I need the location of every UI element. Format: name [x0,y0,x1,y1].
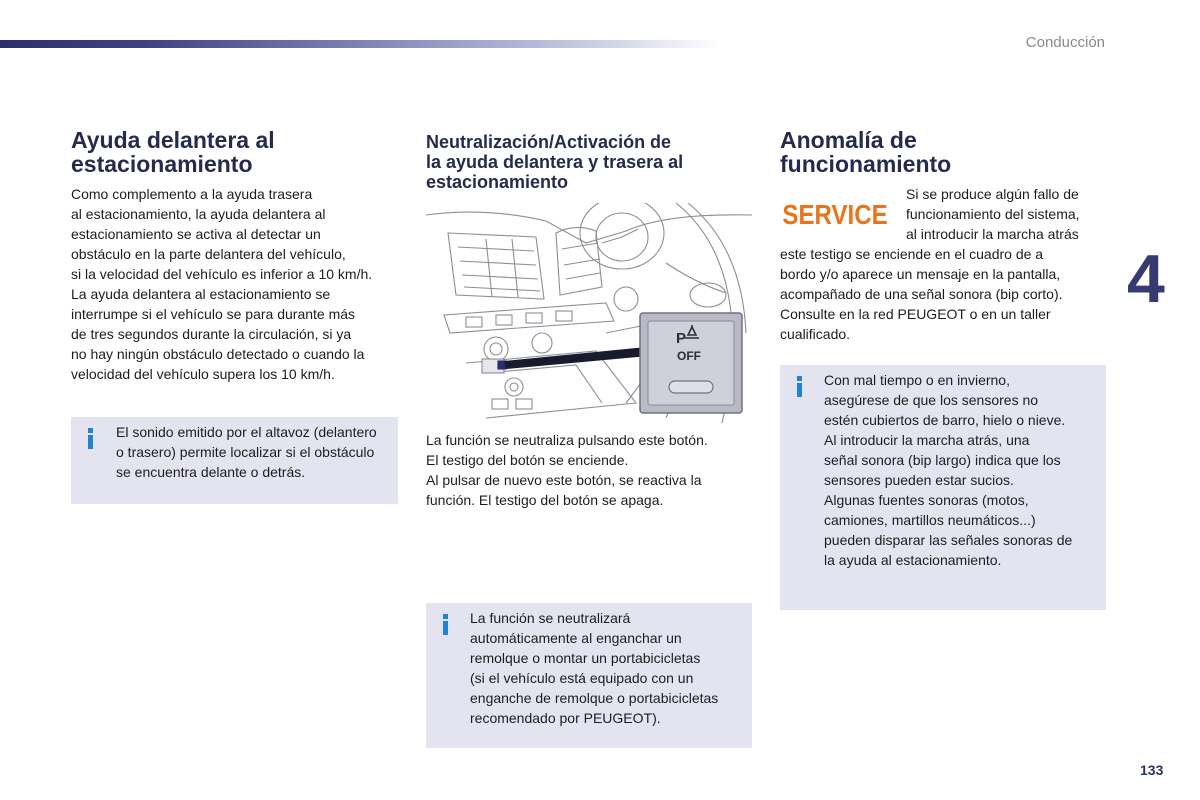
page-number: 133 [1140,762,1164,778]
neutralization-body: La función se neutraliza pulsando este botón. El testigo del botón se enciende. Al pulsar de nuevo este botón, se reactiva la función. El testigo del botón se apaga. [426,432,708,508]
info-icon [443,614,449,635]
service-label: SERVICE [782,198,888,231]
chapter-title: Conducción [1025,34,1105,51]
front-assist-body: Como complemento a la ayuda trasera al estacionamiento, la ayuda delantera al estacionamiento se activa al detectar un obstáculo en la parte delantera del vehículo, si la velocidad del vehículo es inferior a 10 km/h. La ayuda delantera al estacionamiento se interrumpe si el vehículo se para durante más de tres segundos durante la circulación, si ya no hay ningún obstáculo detectado o cuando la velocidad del vehículo supera los 10 km/h. [71,186,373,382]
info-box-trailer [426,603,752,748]
info-icon [88,428,94,449]
button-indicator-light [669,381,713,393]
neutralization-section [426,128,752,192]
front-assist-title: Ayuda delantera al estacionamiento [71,127,275,177]
info-box-speaker-text: El sonido emitido por el altavoz (delantero o trasero) permite localizar si el obstáculo se encuentra delante o detrás. [116,424,377,480]
info-box-weather-text: Con mal tiempo o en invierno, asegúrese de que los sensores no estén cubiertos de barro, hielo o nieve. Al introducir la marcha atrás, una señal sonora (bip largo) indica que los sensores pueden estar sucios. Algunas fuentes sonoras (motos, camiones, martillos neumáticos...) pueden disparar las señales sonoras de la ayuda al estacionamiento. [824,372,1073,568]
malfunction-body: Si se produce algún fallo de funcionamiento del sistema, al introducir la marcha atrás este testigo se enciende en el cuadro de a bordo y/o aparece un mensaje en la pantalla, acompañado de una señal sonora (bip corto). Consulte en la red PEUGEOT o en un taller cualificado. [780,186,1080,342]
info-box-speaker [71,417,398,504]
malfunction-section [780,128,1106,176]
info-icon [797,376,803,397]
park-assist-off-button [640,313,742,413]
malfunction-title: Anomalía de funcionamiento [780,127,952,177]
button-label-p: P [676,330,687,347]
front-assist-section [71,128,398,384]
dashboard-line-drawing [426,203,752,423]
dashboard-illustration [426,203,752,423]
header-gradient-bar [0,40,720,48]
chapter-number: 4 [1127,241,1165,317]
info-box-trailer-text: La función se neutralizará automáticamente al enganchar un remolque o montar un portabicicletas (si el vehículo está equipado con un enganche de remolque o portabicicletas recomendado por PEUGEOT). [470,610,719,726]
neutralization-title: Neutralización/Activación de la ayuda delantera y trasera al estacionamiento [426,132,684,192]
button-label-off: OFF [677,349,701,363]
info-box-weather [780,365,1106,610]
